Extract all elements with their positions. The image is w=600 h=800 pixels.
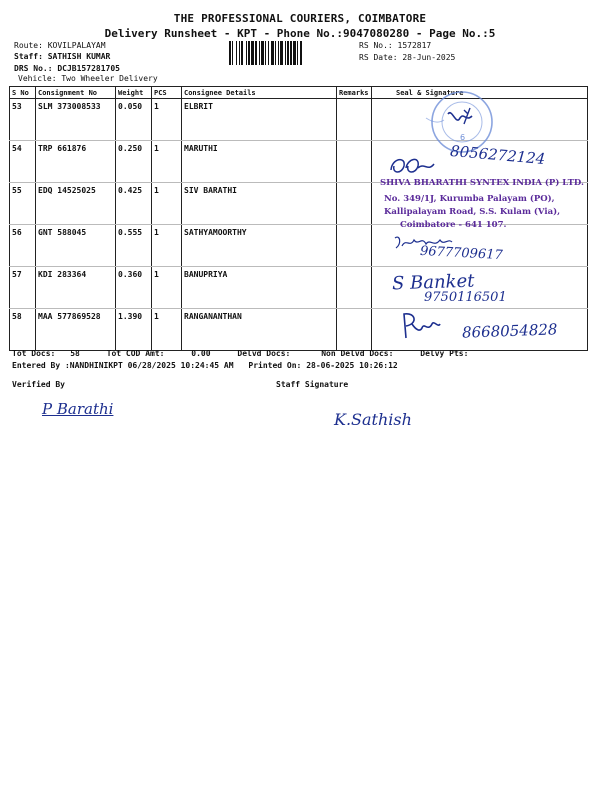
stamp-address-3: Coimbatore - 641 107.: [400, 220, 507, 230]
entered-by: Entered By :NANDHINIKPT 06/28/2025 10:24:45 AM: [12, 361, 234, 370]
rs-number: RS No.: 1572817: [359, 41, 432, 50]
cell-consignment: TRP 661876: [36, 141, 116, 183]
printed-on: Printed On: 28-06-2025 10:26:12: [248, 361, 398, 370]
handwritten-phone-56: 9677709617: [419, 243, 504, 264]
staff-signature-label: Staff Signature: [276, 380, 349, 389]
cell-remarks: [337, 267, 372, 309]
cell-sno: 54: [10, 141, 36, 183]
cell-sno: 56: [10, 225, 36, 267]
svg-text:6: 6: [460, 133, 466, 142]
cell-remarks: [337, 141, 372, 183]
cell-pcs: 1: [152, 99, 182, 141]
cell-weight: 0.360: [116, 267, 152, 309]
handwritten-phone-58: 8668054828: [461, 320, 558, 342]
stamp-company-name: SHIVA BHARATHI SYNTEX INDIA (P) LTD.: [380, 178, 584, 188]
cell-sno: 58: [10, 309, 36, 351]
staff-label: Staff: SATHISH KUMAR: [14, 52, 111, 61]
stamp-address-1: No. 349/1J, Kurumba Palayam (PO),: [384, 194, 555, 204]
tot-docs-value: 58: [70, 349, 80, 358]
cell-weight: 0.555: [116, 225, 152, 267]
stamp-address-2: Kallipalayam Road, S.S. Kulam (Via),: [384, 207, 561, 217]
cell-pcs: 1: [152, 225, 182, 267]
cell-consignment: EDQ 14525025: [36, 183, 116, 225]
cell-remarks: [337, 183, 372, 225]
cell-remarks: [337, 225, 372, 267]
cell-pcs: 1: [152, 141, 182, 183]
cell-consignee: BANUPRIYA: [182, 267, 337, 309]
totals-line: [12, 349, 468, 358]
handwritten-phone-54: 8056272124: [449, 141, 547, 169]
col-consignment: Consignment No: [36, 87, 116, 99]
cell-consignment: MAA 577869528: [36, 309, 116, 351]
vehicle-label: Vehicle: Two Wheeler Delivery: [18, 74, 158, 83]
runsheet-table: [9, 86, 588, 351]
verified-by-label: Verified By: [12, 380, 65, 389]
tot-cod-value: 0.00: [191, 349, 211, 358]
rs-date: RS Date: 28-Jun-2025: [359, 53, 456, 62]
handwritten-phone-57: 9750116501: [424, 290, 507, 305]
verified-signature: P Barathi: [42, 400, 114, 418]
cell-pcs: 1: [152, 309, 182, 351]
cell-pcs: 1: [152, 183, 182, 225]
col-sno: S No: [10, 87, 36, 99]
barcode: [229, 41, 353, 65]
cell-consignment: GNT 588045: [36, 225, 116, 267]
route-label: Route: KOVILPALAYAM: [14, 41, 106, 50]
cell-consignee: MARUTHI: [182, 141, 337, 183]
col-consignee: Consignee Details: [182, 87, 337, 99]
cell-sno: 53: [10, 99, 36, 141]
cell-sno: 55: [10, 183, 36, 225]
cell-consignee: SATHYAMOORTHY: [182, 225, 337, 267]
drs-number: DRS No.: DCJB157281705: [14, 64, 120, 73]
cell-consignment: KDI 283364: [36, 267, 116, 309]
runsheet-subtitle: Delivery Runsheet - KPT - Phone No.:9047080280 - Page No.:5: [104, 27, 496, 40]
non-delvd-docs-label: Non Delvd Docs:: [321, 349, 394, 358]
cell-consignee: SIV BARATHI: [182, 183, 337, 225]
cell-pcs: 1: [152, 267, 182, 309]
signature-row54: [388, 152, 440, 178]
table-row: [10, 99, 588, 141]
cell-consignee: ELBRIT: [182, 99, 337, 141]
delvy-pts-label: Delvy Pts:: [420, 349, 469, 358]
cell-weight: 0.250: [116, 141, 152, 183]
col-weight: Weight: [116, 87, 152, 99]
cell-consignee: RANGANANTHAN: [182, 309, 337, 351]
cell-remarks: [337, 99, 372, 141]
cell-weight: 1.390: [116, 309, 152, 351]
cell-weight: 0.050: [116, 99, 152, 141]
tot-cod-label: Tot COD Amt:: [106, 349, 165, 358]
cell-weight: 0.425: [116, 183, 152, 225]
barcode-bar: [302, 41, 303, 65]
runsheet-title: THE PROFESSIONAL COURIERS, COIMBATORE: [173, 12, 427, 25]
col-remarks: Remarks: [337, 87, 372, 99]
table-header-row: [10, 87, 588, 99]
cell-remarks: [337, 309, 372, 351]
staff-signature: K.Sathish: [334, 410, 412, 429]
handwritten-name-57: S Banket: [391, 270, 475, 295]
cell-sno: 57: [10, 267, 36, 309]
col-pcs: PCS: [152, 87, 182, 99]
cell-consignment: SLM 373008533: [36, 99, 116, 141]
delvd-docs-label: Delvd Docs:: [237, 349, 291, 358]
entered-line: [12, 361, 398, 370]
col-seal-signature: Seal & Signature: [372, 87, 588, 99]
tot-docs-label: Tot Docs:: [12, 349, 56, 358]
signature-row58: [398, 310, 442, 342]
